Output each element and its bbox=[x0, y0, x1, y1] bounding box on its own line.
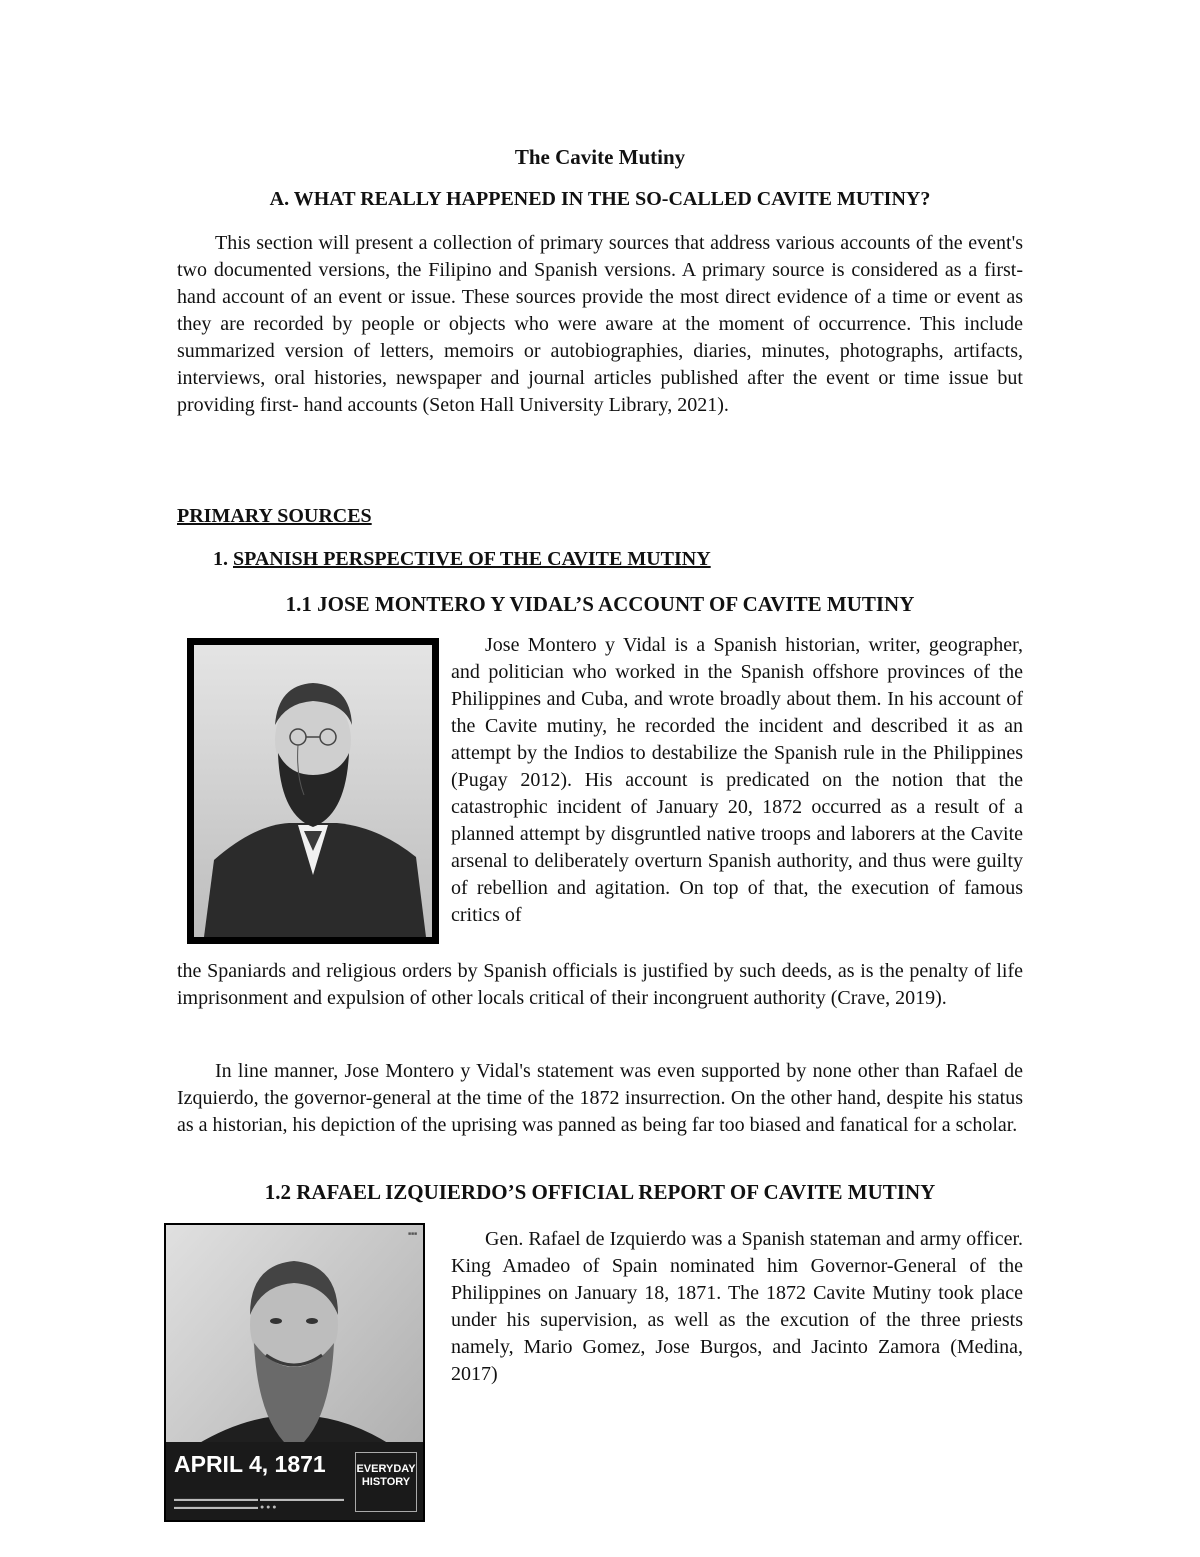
line-manner-paragraph: In line manner, Jose Montero y Vidal's statement was even supported by none other than Rafael de Izquierdo, the governor-general at the time of the 1872 insurrection. On the other hand, despite his status as a historian, his depiction of the uprising was panned as being far too biased and fanatical for a scholar. bbox=[177, 1060, 1023, 1136]
document-title: The Cavite Mutiny bbox=[514, 145, 686, 169]
everyday-history-logo: EVERYDAY HISTORY bbox=[355, 1452, 417, 1512]
izquierdo-paragraph: Gen. Rafael de Izquierdo was a Spanish stateman and army officer. King Amadeo of Spain nominated him Governor-General of the Philippines on January 18, 1871. The 1872 Cavite Mutiny took place under his supervision, as well as the excution of the three priests namely, Mario Gomez, Jose Burgos, and Jacinto Zamora (Medina, 2017) bbox=[451, 1228, 1023, 1385]
spanish-heading-number: 1. bbox=[213, 548, 233, 570]
intro-paragraph: This section will present a collection of primary sources that address various accounts of the event's two documented versions, the Filipino and Spanish versions. A primary source is considered as a first-hand account of an event or issue. These sources provide the most direct evidence of a time or event as they are recorded by people or objects who were aware at the moment of occurrence. This include summarized version of letters, memoirs or autobiographies, diaries, minutes, photographs, artifacts, interviews, oral histories, newspaper and journal articles published after the event or time issue but providing first- hand accounts (Seton Hall University Library, 2021). bbox=[177, 232, 1023, 416]
heading-1-1: 1.1 JOSE MONTERO Y VIDAL’S ACCOUNT OF CAVITE MUTINY bbox=[285, 592, 915, 616]
primary-sources-heading: PRIMARY SOURCES bbox=[177, 505, 372, 527]
montero-paragraph-full: the Spaniards and religious orders by Spanish officials is justified by such deeds, as is the penalty of life imprisonment and expulsion of other locals critical of their incongruent authority (Crave, 2019). bbox=[177, 960, 1023, 1009]
montero-portrait bbox=[187, 638, 439, 944]
heading-1-2: 1.2 RAFAEL IZQUIERDO’S OFFICIAL REPORT OF CAVITE MUTINY bbox=[264, 1180, 936, 1204]
photo-date: APRIL 4, 1871 bbox=[174, 1451, 326, 1477]
izquierdo-portrait bbox=[164, 1223, 425, 1522]
spanish-perspective-heading bbox=[213, 548, 711, 571]
photo-credit-mark: ■■■ bbox=[407, 1231, 417, 1237]
section-a-heading: A. WHAT REALLY HAPPENED IN THE SO-CALLED CAVITE MUTINY? bbox=[269, 188, 931, 210]
spanish-heading-text: SPANISH PERSPECTIVE OF THE CAVITE MUTINY bbox=[233, 548, 711, 570]
montero-portrait-image bbox=[194, 645, 432, 937]
montero-paragraph-wrapped: Jose Montero y Vidal is a Spanish historian, writer, geographer, and politician who worked in the Spanish offshore provinces of the Philippines and Cuba, and wrote broadly about them. In his account of the Cavite mutiny, he recorded the incident and described it as an attempt by the Indios to destabilize the Spanish rule in the Philippines (Pugay 2012). His account is predicated on the notion that the catastrophic incident of January 20, 1872 occurred as a result of a planned attempt by disgruntled native troops and laborers at the Cavite arsenal to deliberately overturn Spanish authority, and thus were guilty of rebellion and agitation. On top of that, the execution of famous critics of bbox=[451, 634, 1023, 926]
photo-caption: ▬▬▬▬▬▬▬▬▬▬▬▬ ▬▬▬▬▬▬▬▬▬▬▬▬ ▬▬▬▬▬▬▬▬▬▬▬▬ ● ● ● bbox=[174, 1496, 344, 1511]
